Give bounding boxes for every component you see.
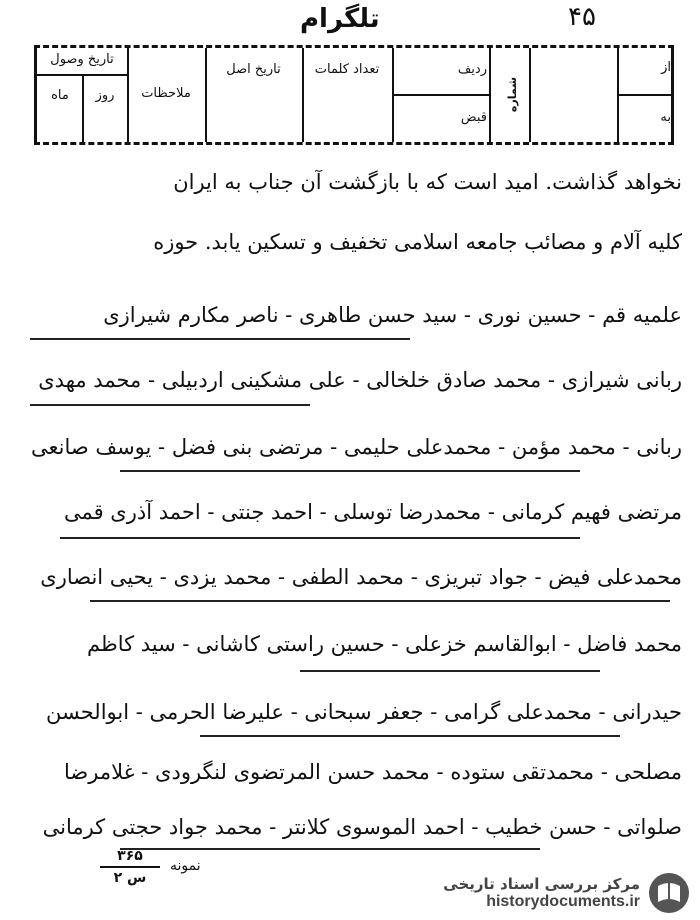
signature-underline (200, 735, 620, 737)
body-line: کلیه آلام و مصائب جامعه اسلامی تخفیف و تسکین یابد. حوزه (153, 230, 682, 254)
body-line: حیدرانی - محمدعلی گرامی - جعفر سبحانی - علیرضا الحرمی - ابوالحسن (46, 700, 682, 724)
table-divider (489, 48, 491, 142)
body-line: صلواتی - حسن خطیب - احمد الموسوی کلانتر - محمد جواد حجتی کرمانی (42, 815, 682, 839)
notes-label: ملاحظات (141, 86, 191, 101)
to-label: به (660, 110, 671, 125)
archive-logo-icon (648, 872, 690, 914)
body-line: مرتضی فهیم کرمانی - محمدرضا توسلی - احمد جنتی - احمد آذری قمی (63, 500, 682, 524)
number-label: شماره (506, 76, 520, 113)
table-divider (617, 94, 674, 96)
watermark-title: مرکز بررسی اسناد تاریخی (443, 875, 640, 893)
body-line: مصلحی - محمدتقی ستوده - محمد حسن المرتضوی لنگرودی - غلامرضا (64, 760, 682, 784)
body-line: ربانی - محمد مؤمن - محمدعلی حلیمی - مرتضی بنی فضل - یوسف صانعی (30, 435, 682, 459)
table-divider (529, 48, 531, 142)
signature-underline (120, 470, 580, 472)
signature-underline (300, 670, 600, 672)
day-label: روز (95, 88, 115, 103)
document-number: ۴۵ (568, 2, 596, 32)
signature-underline (30, 338, 410, 340)
signature-underline (120, 848, 540, 850)
signature-underline (90, 600, 670, 602)
fraction-bar (100, 866, 160, 868)
sample-label: نمونه (170, 858, 201, 874)
from-label: از (661, 60, 671, 75)
watermark-url: historydocuments.ir (486, 893, 640, 910)
arrival-date-label: تاریخ وصول (50, 52, 114, 67)
origin-date-label: تاریخ اصل (226, 62, 281, 77)
signature-underline (60, 537, 580, 539)
row-label: ردیف (457, 62, 487, 77)
signature-underline (30, 404, 310, 406)
telegram-title: تلگرام (300, 4, 380, 34)
table-divider (82, 74, 84, 142)
table-divider (392, 94, 489, 96)
body-line: محمدعلی فیض - جواد تبریزی - محمد الطفی - محمد یزدی - یحیی انصاری (40, 565, 682, 589)
receipt-label: قبض (460, 110, 487, 125)
reference-number (100, 848, 160, 886)
telegram-form-table (34, 45, 674, 145)
body-line: علمیه قم - حسین نوری - سید حسن طاهری - ناصر مکارم شیرازی (103, 303, 682, 327)
month-label: ماه (51, 88, 69, 103)
body-line: نخواهد گذاشت. امید است که با بازگشت آن جناب به ایران (173, 170, 682, 194)
body-line: ربانی شیرازی - محمد صادق خلخالی - علی مشکینی اردبیلی - محمد مهدی (38, 368, 682, 392)
word-count-label: تعداد کلمات (314, 62, 380, 77)
reference-denominator: س ۲ (113, 870, 147, 886)
watermark (443, 872, 690, 914)
reference-numerator: ۳۶۵ (117, 848, 143, 864)
body-line: محمد فاضل - ابوالقاسم خزعلی - حسین راستی کاشانی - سید کاظم (87, 632, 682, 656)
